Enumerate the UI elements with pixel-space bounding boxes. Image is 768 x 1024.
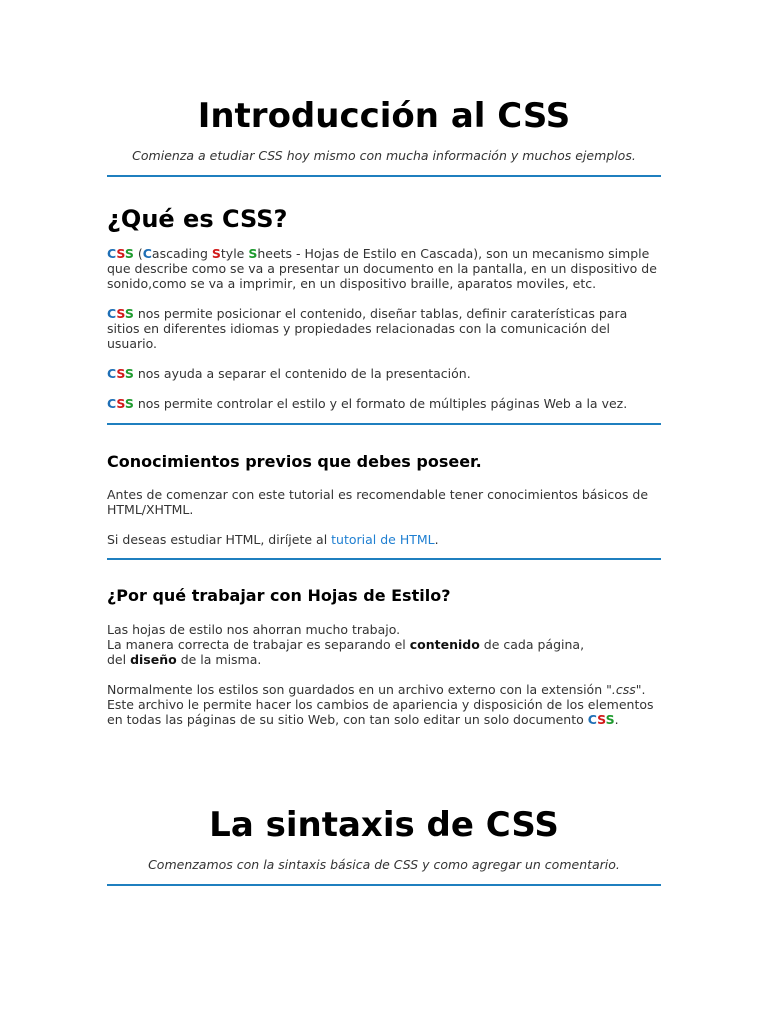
text: Este archivo le permite hacer los cambios de apariencia y disposición de los elementos bbox=[107, 697, 654, 712]
text: Las hojas de estilo nos ahorran mucho trabajo. bbox=[107, 622, 401, 637]
page-subtitle: Comienza a etudiar CSS hoy mismo con mucha información y muchos ejemplos. bbox=[132, 148, 636, 163]
text: del bbox=[107, 652, 131, 667]
page-title: Introducción al CSS bbox=[197, 96, 571, 136]
text: nos permite posicionar el contenido, diseñar tablas, definir caraterísticas para bbox=[133, 306, 628, 321]
text: de cada página, bbox=[479, 637, 585, 652]
text: nos permite controlar el estilo y el formato de múltiples páginas Web a la vez. bbox=[133, 396, 628, 411]
paragraph bbox=[107, 246, 661, 291]
page-subtitle: Comenzamos con la sintaxis básica de CSS y como agregar un comentario. bbox=[148, 857, 620, 872]
paragraph bbox=[107, 682, 661, 727]
text: sitios en diferentes idiomas y propiedades relacionadas con la comunicación del bbox=[107, 321, 611, 336]
text: HTML/XHTML. bbox=[107, 502, 194, 517]
divider bbox=[107, 558, 661, 560]
letter-c: C bbox=[142, 246, 152, 261]
css-logo-s: S bbox=[116, 366, 125, 381]
subtitle-wrap bbox=[107, 148, 661, 164]
subtitle-wrap bbox=[107, 857, 661, 873]
bold-text: contenido bbox=[409, 637, 480, 652]
paragraph bbox=[107, 532, 661, 547]
text: . bbox=[614, 712, 619, 727]
text: de la misma. bbox=[176, 652, 262, 667]
text: tyle bbox=[220, 246, 249, 261]
text: . bbox=[434, 532, 439, 547]
css-logo-s: S bbox=[116, 306, 125, 321]
text: La manera correcta de trabajar es separando el bbox=[107, 637, 410, 652]
css-logo-s: S bbox=[605, 712, 615, 727]
css-logo-s: S bbox=[124, 246, 134, 261]
paragraph bbox=[107, 622, 661, 667]
paragraph bbox=[107, 366, 661, 381]
css-logo-c: C bbox=[107, 306, 117, 321]
paragraph bbox=[107, 306, 661, 351]
page-title: La sintaxis de CSS bbox=[209, 805, 559, 845]
text: que describe como se va a presentar un documento en la pantalla, en un dispositivo de bbox=[107, 261, 657, 276]
text: Si deseas estudiar HTML, diríjete al bbox=[107, 532, 332, 547]
css-logo-s: S bbox=[116, 396, 125, 411]
divider bbox=[107, 423, 661, 425]
section-heading: Conocimientos previos que debes poseer. bbox=[107, 452, 482, 471]
text: ascading bbox=[151, 246, 212, 261]
divider bbox=[107, 175, 661, 177]
text: Antes de comenzar con este tutorial es recomendable tener conocimientos básicos de bbox=[107, 487, 649, 502]
section-header-intro bbox=[107, 96, 661, 136]
text: ( bbox=[133, 246, 143, 261]
tutorial-html-link[interactable]: tutorial de HTML bbox=[331, 532, 435, 547]
section-heading: ¿Qué es CSS? bbox=[107, 205, 288, 233]
paragraph bbox=[107, 396, 661, 411]
letter-s: S bbox=[248, 246, 258, 261]
css-logo-c: C bbox=[107, 246, 117, 261]
italic-text: .css bbox=[611, 682, 636, 697]
paragraph bbox=[107, 487, 661, 517]
text: nos ayuda a separar el contenido de la presentación. bbox=[133, 366, 471, 381]
css-logo-c: C bbox=[107, 396, 117, 411]
section-heading: ¿Por qué trabajar con Hojas de Estilo? bbox=[107, 586, 451, 605]
letter-s: S bbox=[211, 246, 221, 261]
section-header-sintaxis bbox=[107, 805, 661, 845]
text: en todas las páginas de su sitio Web, con tan solo editar un solo documento bbox=[107, 712, 588, 727]
text: usuario. bbox=[107, 336, 158, 351]
section-conocimientos bbox=[107, 452, 661, 472]
text: sonido,como se va a imprimir, en un dispositivo braille, aparatos moviles, etc. bbox=[107, 276, 597, 291]
css-logo-s: S bbox=[124, 306, 134, 321]
css-logo-s: S bbox=[116, 246, 125, 261]
bold-text: diseño bbox=[130, 652, 177, 667]
css-logo-s: S bbox=[597, 712, 606, 727]
divider bbox=[107, 884, 661, 886]
section-que-es bbox=[107, 205, 661, 233]
section-por-que bbox=[107, 586, 661, 606]
text: heets - Hojas de Estilo en Cascada), son un mecanismo simple bbox=[257, 246, 650, 261]
css-logo-s: S bbox=[124, 396, 134, 411]
css-logo-c: C bbox=[107, 366, 117, 381]
text: Normalmente los estilos son guardados en un archivo externo con la extensión " bbox=[107, 682, 612, 697]
css-logo-c: C bbox=[587, 712, 598, 727]
css-logo-s: S bbox=[124, 366, 134, 381]
text: ". bbox=[635, 682, 646, 697]
